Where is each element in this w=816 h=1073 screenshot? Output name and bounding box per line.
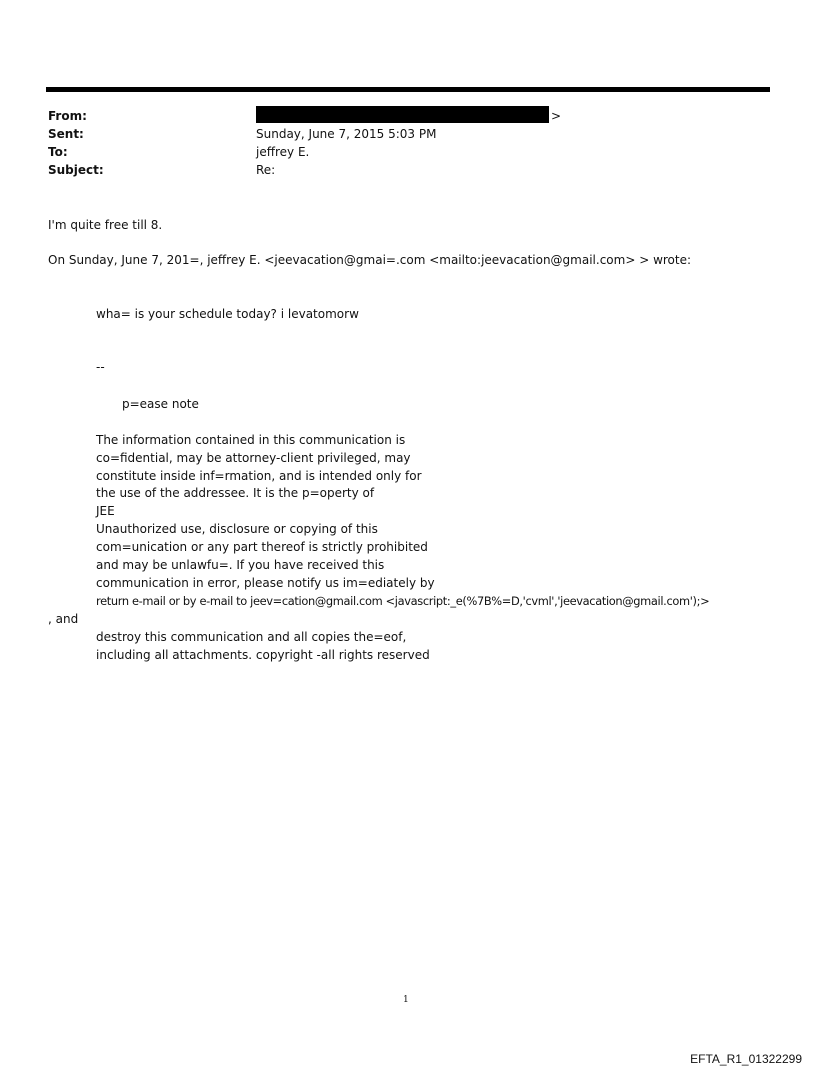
from-suffix: > [551, 109, 562, 123]
disclaimer-line: com=unication or any part thereof is strictly prohibited [96, 540, 428, 554]
signature-separator: -- [96, 360, 105, 374]
disclaimer-line: the use of the addressee. It is the p=operty of [96, 486, 375, 500]
disclaimer-line: JEE [96, 504, 115, 518]
disclaimer-line: and may be unlawfu=. If you have received this [96, 558, 385, 572]
closing-line: destroy this communication and all copies the=eof, [96, 630, 407, 644]
subject-value: Re: [256, 163, 276, 177]
disclaimer-line: constitute inside inf=rmation, and is intended only for [96, 469, 422, 483]
header-divider [46, 87, 770, 92]
quote-header: On Sunday, June 7, 201=, jeffrey E. <jeevacation@gmai=.com <mailto:jeevacation@gmail.com> > wrote: [48, 253, 692, 267]
to-value: jeffrey E. [256, 145, 310, 159]
sent-value: Sunday, June 7, 2015 5:03 PM [256, 127, 437, 141]
quoted-message: wha= is your schedule today? i levatomorw [96, 307, 359, 321]
disclaimer-line: The information contained in this communication is [96, 433, 406, 447]
note-heading: p=ease note [122, 397, 199, 411]
disclaimer-line: Unauthorized use, disclosure or copying of this [96, 522, 378, 536]
page-number: 1 [403, 995, 409, 1005]
redacted-sender [256, 106, 549, 123]
to-label: To: [48, 145, 68, 159]
reply-text: I'm quite free till 8. [48, 218, 163, 232]
disclaimer-line: co=fidential, may be attorney-client privileged, may [96, 451, 411, 465]
document-id: EFTA_R1_01322299 [690, 1052, 802, 1066]
sent-label: Sent: [48, 127, 84, 141]
closing-line: including all attachments. copyright -all rights reserved [96, 648, 430, 662]
from-label: From: [48, 109, 87, 123]
subject-label: Subject: [48, 163, 104, 177]
disclaimer-line: return e-mail or by e-mail to jeev=cation@gmail.com <javascript:_e(%7B%=D,'cvml','jeevacation@gmail.com');> [96, 594, 710, 608]
disclaimer-line: communication in error, please notify us im=ediately by [96, 576, 435, 590]
and-fragment: , and [48, 612, 79, 626]
